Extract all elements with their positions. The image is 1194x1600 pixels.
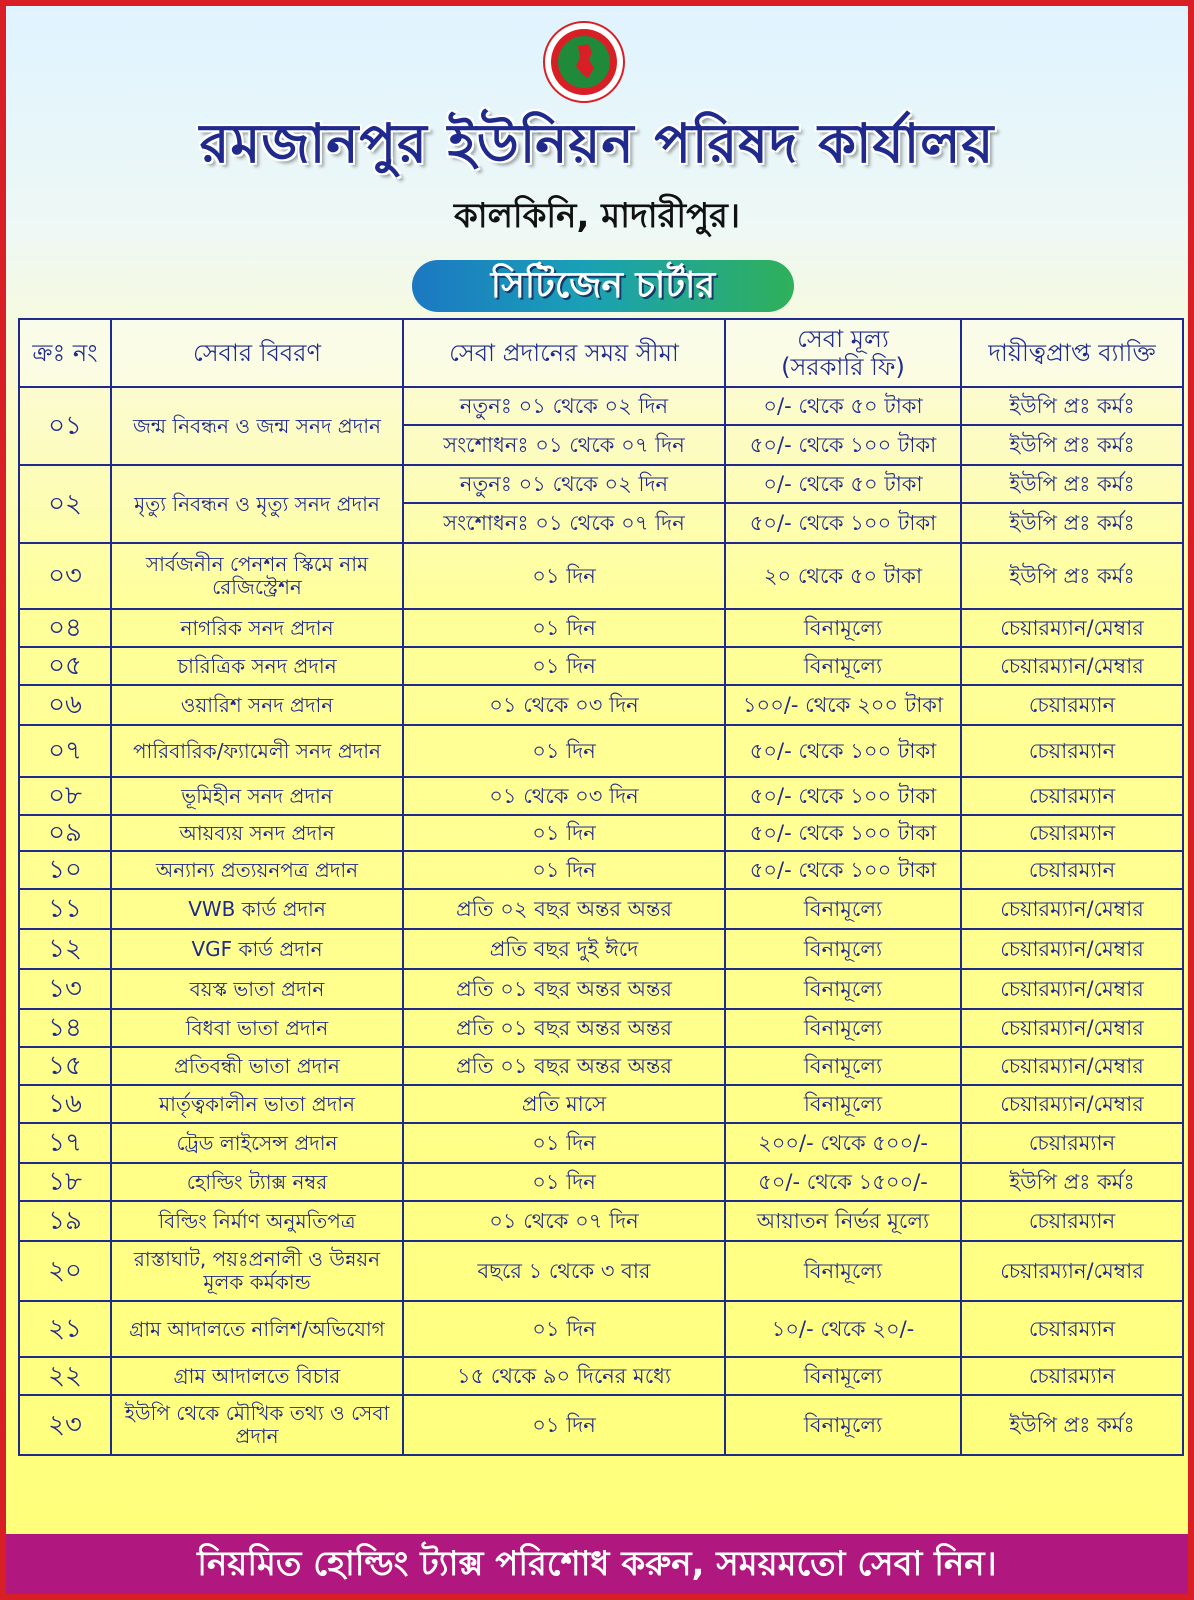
serial-cell: ১১ [19,889,111,929]
serial-cell: ০২ [19,465,111,543]
fee-cell: বিনামূল্যে [725,609,961,647]
table-row [19,1047,1183,1085]
fee-cell: ১০/- থেকে ২০/- [725,1301,961,1357]
responsible-person-cell: চেয়ারম্যান/মেম্বার [961,889,1183,929]
table-row [19,1085,1183,1123]
table-row [19,1201,1183,1241]
fee-cell: ৫০/- থেকে ১০০ টাকা [725,851,961,889]
service-cell: গ্রাম আদালতে বিচার [111,1357,403,1395]
service-cell: প্রতিবন্ধী ভাতা প্রদান [111,1047,403,1085]
responsible-person-cell: ইউপি প্রঃ কর্মঃ [961,503,1183,543]
fee-cell: বিনামূল্যে [725,1395,961,1455]
office-title: রমজানপুর ইউনিয়ন পরিষদ কার্যালয় [199,112,995,175]
fee-cell: ৫০/- থেকে ১০০ টাকা [725,777,961,815]
responsible-person-cell: চেয়ারম্যান [961,1301,1183,1357]
responsible-person-cell: চেয়ারম্যান [961,1201,1183,1241]
responsible-person-cell: চেয়ারম্যান [961,1357,1183,1395]
time-limit-cell: ০১ দিন [403,609,725,647]
service-cell: বিধবা ভাতা প্রদান [111,1009,403,1047]
time-limit-cell: ০১ থেকে ০৭ দিন [403,1201,725,1241]
serial-cell: ০১ [19,387,111,465]
fee-cell: ৫০/- থেকে ১০০ টাকা [725,725,961,777]
serial-cell: ০৬ [19,685,111,725]
responsible-person-cell: ইউপি প্রঃ কর্মঃ [961,465,1183,503]
fee-cell: বিনামূল্যে [725,889,961,929]
responsible-person-cell: ইউপি প্রঃ কর্মঃ [961,425,1183,465]
fee-cell: ৫০/- থেকে ১০০ টাকা [725,425,961,465]
time-limit-cell: প্রতি ০১ বছর অন্তর অন্তর [403,1009,725,1047]
responsible-person-cell: চেয়ারম্যান [961,851,1183,889]
citizen-charter-badge: সিটিজেন চার্টার [412,260,794,312]
service-cell: ইউপি থেকে মৌখিক তথ্য ও সেবা প্রদান [111,1395,403,1455]
service-cell: ট্রেড লাইসেন্স প্রদান [111,1123,403,1163]
table-row [19,889,1183,929]
service-cell: অন্যান্য প্রত্যয়নপত্র প্রদান [111,851,403,889]
fee-cell: বিনামূল্যে [725,647,961,685]
time-limit-cell: ০১ দিন [403,543,725,609]
time-limit-cell: ০১ দিন [403,647,725,685]
fee-cell: বিনামূল্যে [725,929,961,969]
fee-cell: ০/- থেকে ৫০ টাকা [725,387,961,425]
responsible-person-cell: চেয়ারম্যান [961,685,1183,725]
time-limit-cell: নতুনঃ ০১ থেকে ০২ দিন [403,465,725,503]
government-seal [542,20,626,104]
responsible-person-cell: ইউপি প্রঃ কর্মঃ [961,1395,1183,1455]
service-cell: VWB কার্ড প্রদান [111,889,403,929]
table-row [19,1163,1183,1201]
table-row [19,725,1183,777]
fee-cell: ৫০/- থেকে ১০০ টাকা [725,815,961,851]
responsible-person-cell: চেয়ারম্যান/মেম্বার [961,647,1183,685]
table-row [19,387,1183,425]
time-limit-cell: ০১ দিন [403,851,725,889]
table-row [19,777,1183,815]
table-row [19,465,1183,503]
table-row [19,609,1183,647]
table-row [19,685,1183,725]
table-row [19,851,1183,889]
table-row [19,543,1183,609]
responsible-person-cell: চেয়ারম্যান/মেম্বার [961,969,1183,1009]
table-row [19,969,1183,1009]
time-limit-cell: ০১ দিন [403,1163,725,1201]
charter-table [18,318,1184,1456]
table-row [19,929,1183,969]
service-cell: হোল্ডিং ট্যাক্স নম্বর [111,1163,403,1201]
responsible-person-cell: চেয়ারম্যান [961,725,1183,777]
col-header-person: দায়ীত্বপ্রাপ্ত ব্যাক্তি [961,319,1183,387]
service-cell: রাস্তাঘাট, পয়ঃপ্রনালী ও উন্নয়ন মূলক কর্মকান্ড [111,1241,403,1301]
responsible-person-cell: চেয়ারম্যান [961,777,1183,815]
time-limit-cell: সংশোধনঃ ০১ থেকে ০৭ দিন [403,425,725,465]
col-header-service: সেবার বিবরণ [111,319,403,387]
table-row [19,1357,1183,1395]
serial-cell: ২১ [19,1301,111,1357]
time-limit-cell: প্রতি মাসে [403,1085,725,1123]
fee-cell: ২০ থেকে ৫০ টাকা [725,543,961,609]
serial-cell: ০৫ [19,647,111,685]
time-limit-cell: প্রতি বছর দুই ঈদে [403,929,725,969]
fee-cell: ৫০/- থেকে ১০০ টাকা [725,503,961,543]
serial-cell: ১৬ [19,1085,111,1123]
serial-cell: ১৯ [19,1201,111,1241]
service-cell: আয়ব্যয় সনদ প্রদান [111,815,403,851]
time-limit-cell: ০১ দিন [403,1395,725,1455]
table-row [19,1395,1183,1455]
serial-cell: ০৪ [19,609,111,647]
col-header-fee: সেবা মূল্য (সরকারি ফি) [725,319,961,387]
time-limit-cell: প্রতি ০১ বছর অন্তর অন্তর [403,969,725,1009]
fee-cell: ১০০/- থেকে ২০০ টাকা [725,685,961,725]
serial-cell: ২২ [19,1357,111,1395]
responsible-person-cell: চেয়ারম্যান [961,1123,1183,1163]
fee-cell: ০/- থেকে ৫০ টাকা [725,465,961,503]
responsible-person-cell: ইউপি প্রঃ কর্মঃ [961,1163,1183,1201]
serial-cell: ১০ [19,851,111,889]
serial-cell: ২৩ [19,1395,111,1455]
table-row [19,1123,1183,1163]
service-cell: ওয়ারিশ সনদ প্রদান [111,685,403,725]
serial-cell: ২০ [19,1241,111,1301]
service-cell: পারিবারিক/ফ্যামেলী সনদ প্রদান [111,725,403,777]
table-row [19,815,1183,851]
service-cell: মৃত্যু নিবন্ধন ও মৃত্যু সনদ প্রদান [111,465,403,543]
responsible-person-cell: চেয়ারম্যান/মেম্বার [961,609,1183,647]
service-cell: নাগরিক সনদ প্রদান [111,609,403,647]
service-cell: গ্রাম আদালতে নালিশ/অভিযোগ [111,1301,403,1357]
fee-cell: আয়াতন নির্ভর মূল্যে [725,1201,961,1241]
service-cell: মার্তৃত্বকালীন ভাতা প্রদান [111,1085,403,1123]
col-header-serial: ক্রঃ নং [19,319,111,387]
fee-cell: বিনামূল্যে [725,1047,961,1085]
time-limit-cell: ০১ দিন [403,725,725,777]
responsible-person-cell: চেয়ারম্যান [961,815,1183,851]
serial-cell: ১৮ [19,1163,111,1201]
service-cell: সার্বজনীন পেনশন স্কিমে নাম রেজিস্ট্রেশন [111,543,403,609]
time-limit-cell: ০১ দিন [403,1123,725,1163]
service-cell: VGF কার্ড প্রদান [111,929,403,969]
responsible-person-cell: চেয়ারম্যান/মেম্বার [961,1085,1183,1123]
serial-cell: ১৭ [19,1123,111,1163]
fee-cell: বিনামূল্যে [725,969,961,1009]
serial-cell: ০৮ [19,777,111,815]
service-cell: বয়স্ক ভাতা প্রদান [111,969,403,1009]
office-location: কালকিনি, মাদারীপুর। [453,196,741,236]
time-limit-cell: সংশোধনঃ ০১ থেকে ০৭ দিন [403,503,725,543]
serial-cell: ০৭ [19,725,111,777]
footer-banner: নিয়মিত হোল্ডিং ট্যাক্স পরিশোধ করুন, সময়মতো সেবা নিন। [6,1534,1188,1594]
serial-cell: ১৪ [19,1009,111,1047]
government-seal-icon [542,20,626,104]
serial-cell: ১২ [19,929,111,969]
time-limit-cell: ০১ দিন [403,815,725,851]
service-cell: চারিত্রিক সনদ প্রদান [111,647,403,685]
fee-cell: বিনামূল্যে [725,1357,961,1395]
time-limit-cell: প্রতি ০১ বছর অন্তর অন্তর [403,1047,725,1085]
time-limit-cell: বছরে ১ থেকে ৩ বার [403,1241,725,1301]
time-limit-cell: ০১ দিন [403,1301,725,1357]
responsible-person-cell: ইউপি প্রঃ কর্মঃ [961,387,1183,425]
responsible-person-cell: চেয়ারম্যান/মেম্বার [961,929,1183,969]
time-limit-cell: ১৫ থেকে ৯০ দিনের মধ্যে [403,1357,725,1395]
fee-cell: ৫০/- থেকে ১৫০০/- [725,1163,961,1201]
fee-cell: বিনামূল্যে [725,1085,961,1123]
serial-cell: ০৯ [19,815,111,851]
fee-cell: বিনামূল্যে [725,1241,961,1301]
serial-cell: ১৫ [19,1047,111,1085]
service-cell: জন্ম নিবন্ধন ও জন্ম সনদ প্রদান [111,387,403,465]
service-cell: ভূমিহীন সনদ প্রদান [111,777,403,815]
charter-table-wrapper [18,318,1182,1456]
responsible-person-cell: ইউপি প্রঃ কর্মঃ [961,543,1183,609]
time-limit-cell: নতুনঃ ০১ থেকে ০২ দিন [403,387,725,425]
responsible-person-cell: চেয়ারম্যান/মেম্বার [961,1009,1183,1047]
time-limit-cell: ০১ থেকে ০৩ দিন [403,777,725,815]
service-cell: বিল্ডিং নির্মাণ অনুমতিপত্র [111,1201,403,1241]
time-limit-cell: প্রতি ০২ বছর অন্তর অন্তর [403,889,725,929]
table-row [19,1009,1183,1047]
table-row [19,1301,1183,1357]
serial-cell: ১৩ [19,969,111,1009]
time-limit-cell: ০১ থেকে ০৩ দিন [403,685,725,725]
serial-cell: ০৩ [19,543,111,609]
responsible-person-cell: চেয়ারম্যান/মেম্বার [961,1047,1183,1085]
table-body [19,387,1183,1455]
table-row [19,647,1183,685]
col-header-time: সেবা প্রদানের সময় সীমা [403,319,725,387]
fee-cell: বিনামূল্যে [725,1009,961,1047]
fee-cell: ২০০/- থেকে ৫০০/- [725,1123,961,1163]
table-header-row [19,319,1183,387]
responsible-person-cell: চেয়ারম্যান/মেম্বার [961,1241,1183,1301]
table-row [19,1241,1183,1301]
